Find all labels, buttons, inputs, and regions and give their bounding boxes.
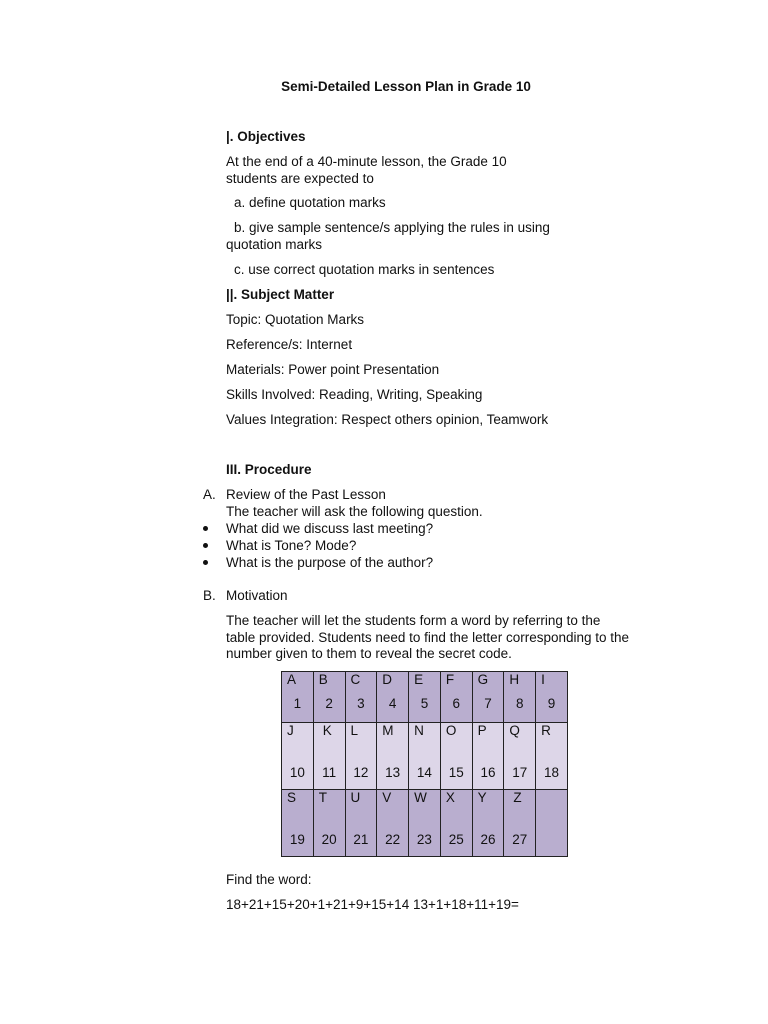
cell-letter: K bbox=[322, 723, 332, 738]
procedure-b-marker: B. bbox=[203, 588, 216, 603]
code-cell bbox=[377, 790, 409, 857]
cell-letter: F bbox=[445, 672, 455, 687]
cell-letter: P bbox=[477, 723, 487, 738]
cell-number: 10 bbox=[289, 765, 305, 780]
code-cell bbox=[282, 672, 314, 723]
code-cell bbox=[440, 672, 472, 723]
code-cell bbox=[345, 790, 377, 857]
code-cell bbox=[472, 723, 504, 790]
cell-number: 16 bbox=[480, 765, 496, 780]
code-cell bbox=[536, 723, 568, 790]
code-cell bbox=[472, 790, 504, 857]
code-cell bbox=[282, 790, 314, 857]
page-title: Semi-Detailed Lesson Plan in Grade 10 bbox=[281, 79, 531, 94]
objective-item-c: c. use correct quotation marks in sentences bbox=[234, 262, 495, 277]
cell-number: 12 bbox=[353, 765, 369, 780]
subject-materials: Materials: Power point Presentation bbox=[226, 362, 440, 377]
cell-letter: S bbox=[287, 790, 297, 805]
cell-number: 4 bbox=[388, 696, 397, 711]
cell-number: 13 bbox=[385, 765, 401, 780]
cell-letter: Y bbox=[477, 790, 487, 805]
code-cell bbox=[377, 723, 409, 790]
code-cell bbox=[313, 790, 345, 857]
cell-letter: L bbox=[350, 723, 359, 738]
bullet-icon bbox=[203, 521, 211, 537]
cell-letter: I bbox=[541, 672, 545, 687]
procedure-a-line: The teacher will ask the following question. bbox=[226, 504, 483, 519]
subject-matter-heading: ||. Subject Matter bbox=[226, 287, 335, 302]
secret-code-table bbox=[281, 671, 568, 857]
code-cell bbox=[440, 723, 472, 790]
cell-letter: E bbox=[414, 672, 424, 687]
code-cell bbox=[440, 790, 472, 857]
cell-number: 19 bbox=[289, 832, 305, 847]
cell-number: 14 bbox=[416, 765, 432, 780]
cell-number: 26 bbox=[480, 832, 496, 847]
cell-letter: V bbox=[382, 790, 392, 805]
motivation-line-2: table provided. Students need to find the letter corresponding to the bbox=[226, 630, 630, 645]
motivation-line-1: The teacher will let the students form a word by referring to the bbox=[226, 613, 601, 628]
cell-letter: H bbox=[509, 672, 520, 687]
cell-number: 1 bbox=[293, 696, 302, 711]
cell-number: 18 bbox=[544, 765, 560, 780]
cell-letter: W bbox=[414, 790, 427, 805]
code-cell bbox=[409, 723, 441, 790]
cell-number: 8 bbox=[515, 696, 524, 711]
subject-skills: Skills Involved: Reading, Writing, Speaking bbox=[226, 387, 483, 402]
objective-item-a: a. define quotation marks bbox=[234, 195, 386, 210]
procedure-a-title: Review of the Past Lesson bbox=[226, 487, 386, 502]
objective-item-b-cont: quotation marks bbox=[226, 237, 323, 252]
bullet-icon bbox=[203, 538, 211, 554]
subject-topic: Topic: Quotation Marks bbox=[226, 312, 365, 327]
cell-number: 2 bbox=[325, 696, 333, 711]
cell-number: 5 bbox=[420, 696, 429, 711]
subject-values: Values Integration: Respect others opinion, Teamwork bbox=[226, 412, 549, 427]
cell-letter: T bbox=[318, 790, 328, 805]
cell-letter: R bbox=[541, 723, 551, 738]
find-word-label: Find the word: bbox=[226, 872, 312, 887]
code-cell bbox=[504, 790, 536, 857]
cell-number: 3 bbox=[357, 696, 365, 711]
cell-number: 6 bbox=[452, 696, 460, 711]
motivation-line-3: number given to them to reveal the secret code. bbox=[226, 646, 512, 661]
code-cell bbox=[313, 723, 345, 790]
cell-letter: X bbox=[445, 790, 455, 805]
objectives-intro-line1: At the end of a 40-minute lesson, the Grade 10 bbox=[226, 154, 507, 169]
code-table-row bbox=[282, 723, 568, 790]
cell-letter: N bbox=[414, 723, 424, 738]
cell-letter: C bbox=[350, 672, 361, 687]
cell-letter: A bbox=[287, 672, 297, 687]
cell-number: 11 bbox=[322, 765, 337, 780]
objective-item-b: b. give sample sentence/s applying the rules in using bbox=[234, 220, 550, 235]
cell-letter: D bbox=[382, 672, 393, 687]
code-cell bbox=[504, 723, 536, 790]
objectives-heading: |. Objectives bbox=[226, 129, 306, 144]
puzzle-equation: 18+21+15+20+1+21+9+15+14 13+1+18+11+19= bbox=[226, 897, 519, 912]
review-question-1: What did we discuss last meeting? bbox=[226, 521, 434, 536]
code-cell bbox=[345, 723, 377, 790]
cell-letter: J bbox=[287, 723, 294, 738]
cell-number: 7 bbox=[484, 696, 492, 711]
cell-number: 15 bbox=[448, 765, 464, 780]
review-question-3: What is the purpose of the author? bbox=[226, 555, 434, 570]
cell-letter: B bbox=[318, 672, 328, 687]
code-cell bbox=[313, 672, 345, 723]
review-question-2: What is Tone? Mode? bbox=[226, 538, 357, 553]
cell-letter: G bbox=[477, 672, 489, 687]
code-cell bbox=[345, 672, 377, 723]
cell-number: 23 bbox=[416, 832, 432, 847]
cell-letter: O bbox=[445, 723, 457, 738]
cell-number: 9 bbox=[547, 696, 556, 711]
cell-letter: Z bbox=[513, 790, 522, 805]
objectives-intro-line2: students are expected to bbox=[226, 171, 374, 186]
code-cell bbox=[409, 790, 441, 857]
cell-number: 22 bbox=[385, 832, 401, 847]
cell-number: 21 bbox=[353, 832, 369, 847]
bullet-icon bbox=[203, 555, 211, 571]
procedure-b-title: Motivation bbox=[226, 588, 288, 603]
code-cell bbox=[409, 672, 441, 723]
code-cell bbox=[377, 672, 409, 723]
subject-reference: Reference/s: Internet bbox=[226, 337, 353, 352]
cell-number: 25 bbox=[448, 832, 464, 847]
code-cell bbox=[504, 672, 536, 723]
code-table-row bbox=[282, 672, 568, 723]
cell-number: 17 bbox=[512, 765, 528, 780]
cell-number: 27 bbox=[512, 832, 528, 847]
code-cell bbox=[472, 672, 504, 723]
cell-letter: M bbox=[382, 723, 394, 738]
procedure-heading: III. Procedure bbox=[226, 462, 312, 477]
cell-letter: U bbox=[350, 790, 361, 805]
code-table-row bbox=[282, 790, 568, 857]
cell-letter: Q bbox=[509, 723, 520, 738]
code-cell-empty bbox=[536, 790, 568, 857]
procedure-a-marker: A. bbox=[203, 487, 216, 502]
cell-number: 20 bbox=[321, 832, 337, 847]
code-cell bbox=[282, 723, 314, 790]
code-cell bbox=[536, 672, 568, 723]
